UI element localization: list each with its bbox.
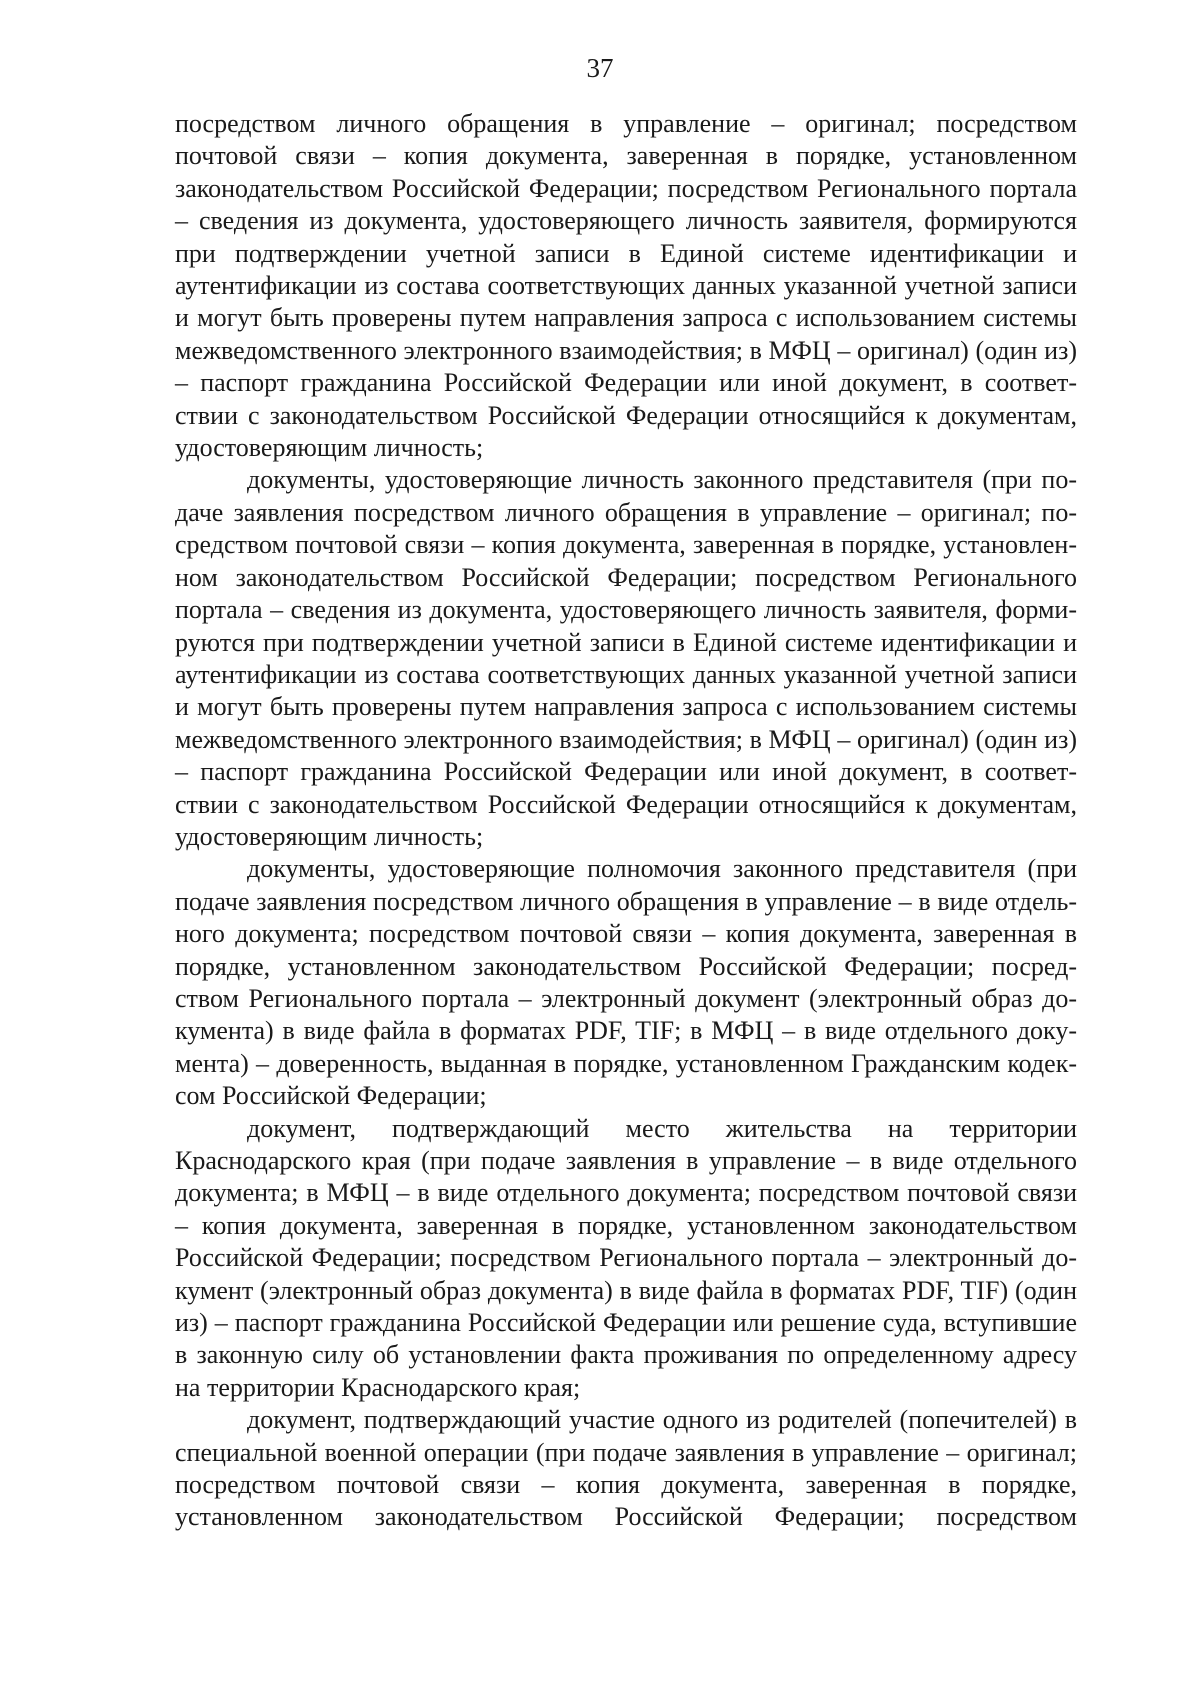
paragraph-representative-authority: документы, удостоверяющие полномочия законного представителя (при подаче заявления посредством личного обращения в управление – в виде отдельного документа; посредством почтовой связи – копия документа, заверенная в порядке, установленном законодательством Российской Федерации; посредством Регионального портала – электронный документ (электронный образ документа) в виде файла в форматах PDF, TIF; в МФЦ – в виде отдельного документа) – доверенность, выданная в порядке, установленном Гражданским кодексом Российской Федерации; bbox=[175, 854, 1077, 1111]
page-number: 37 bbox=[586, 53, 614, 83]
paragraph-representative-identity: документы, удостоверяющие личность законного представителя (при подаче заявления посредством личного обращения в управление – оригинал; посредством почтовой связи – копия документа, заверенная в порядке, установленном законодательством Российской Федерации; посредством Регионального портала – сведения из документа, удостоверяющего личность заявителя, формируются при подтверждении учетной записи в Единой системе идентификации и аутентификации из состава соответствующих данных указанной учетной записи и могут быть проверены путем направления запроса с использованием системы межведомственного электронного взаимодействия; в МФЦ – оригинал) (один из) – паспорт гражданина Российской Федерации или иной документ, в соответствии с законодательством Российской Федерации относящийся к документам, удостоверяющим личность; bbox=[175, 465, 1077, 851]
paragraph-residence-proof: документ, подтверждающий место жительства на территории Краснодарского края (при подаче заявления в управление – в виде отдельного документа; в МФЦ – в виде отдельного документа; посредством почтовой связи – копия документа, заверенная в порядке, установленном законодательством Российской Федерации; посредством Регионального портала – электронный документ (электронный образ документа) в виде файла в форматах PDF, TIF) (один из) – паспорт гражданина Российской Федерации или решение суда, вступившие в законную силу об установлении факта проживания по определенному адресу на территории Краснодарского края; bbox=[175, 1113, 1077, 1402]
paragraph-military-operation-proof: документ, подтверждающий участие одного из родителей (попечителей) в специальной военной операции (при подаче заявления в управление – оригинал; посредством почтовой связи – копия документа, заверенная в порядке, установленном законодательством Российской Федерации; посредством bbox=[175, 1405, 1077, 1532]
document-body bbox=[175, 108, 1077, 1534]
paragraph-applicant-identity-continued: посредством личного обращения в управление – оригинал; посредством почтовой связи – копия документа, заверенная в порядке, установленном законодательством Российской Федерации; посредством Регионального портала – сведения из документа, удостоверяющего личность заявителя, формируются при подтверждении учетной записи в Единой системе идентификации и аутентификации из состава соответствующих данных указанной учетной записи и могут быть проверены путем направления запроса с использованием системы межведомственного электронного взаимодействия; в МФЦ – оригинал) (один из) – паспорт гражданина Российской Федерации или иной документ, в соответствии с законодательством Российской Федерации относящийся к документам, удостоверяющим личность; bbox=[175, 109, 1077, 463]
